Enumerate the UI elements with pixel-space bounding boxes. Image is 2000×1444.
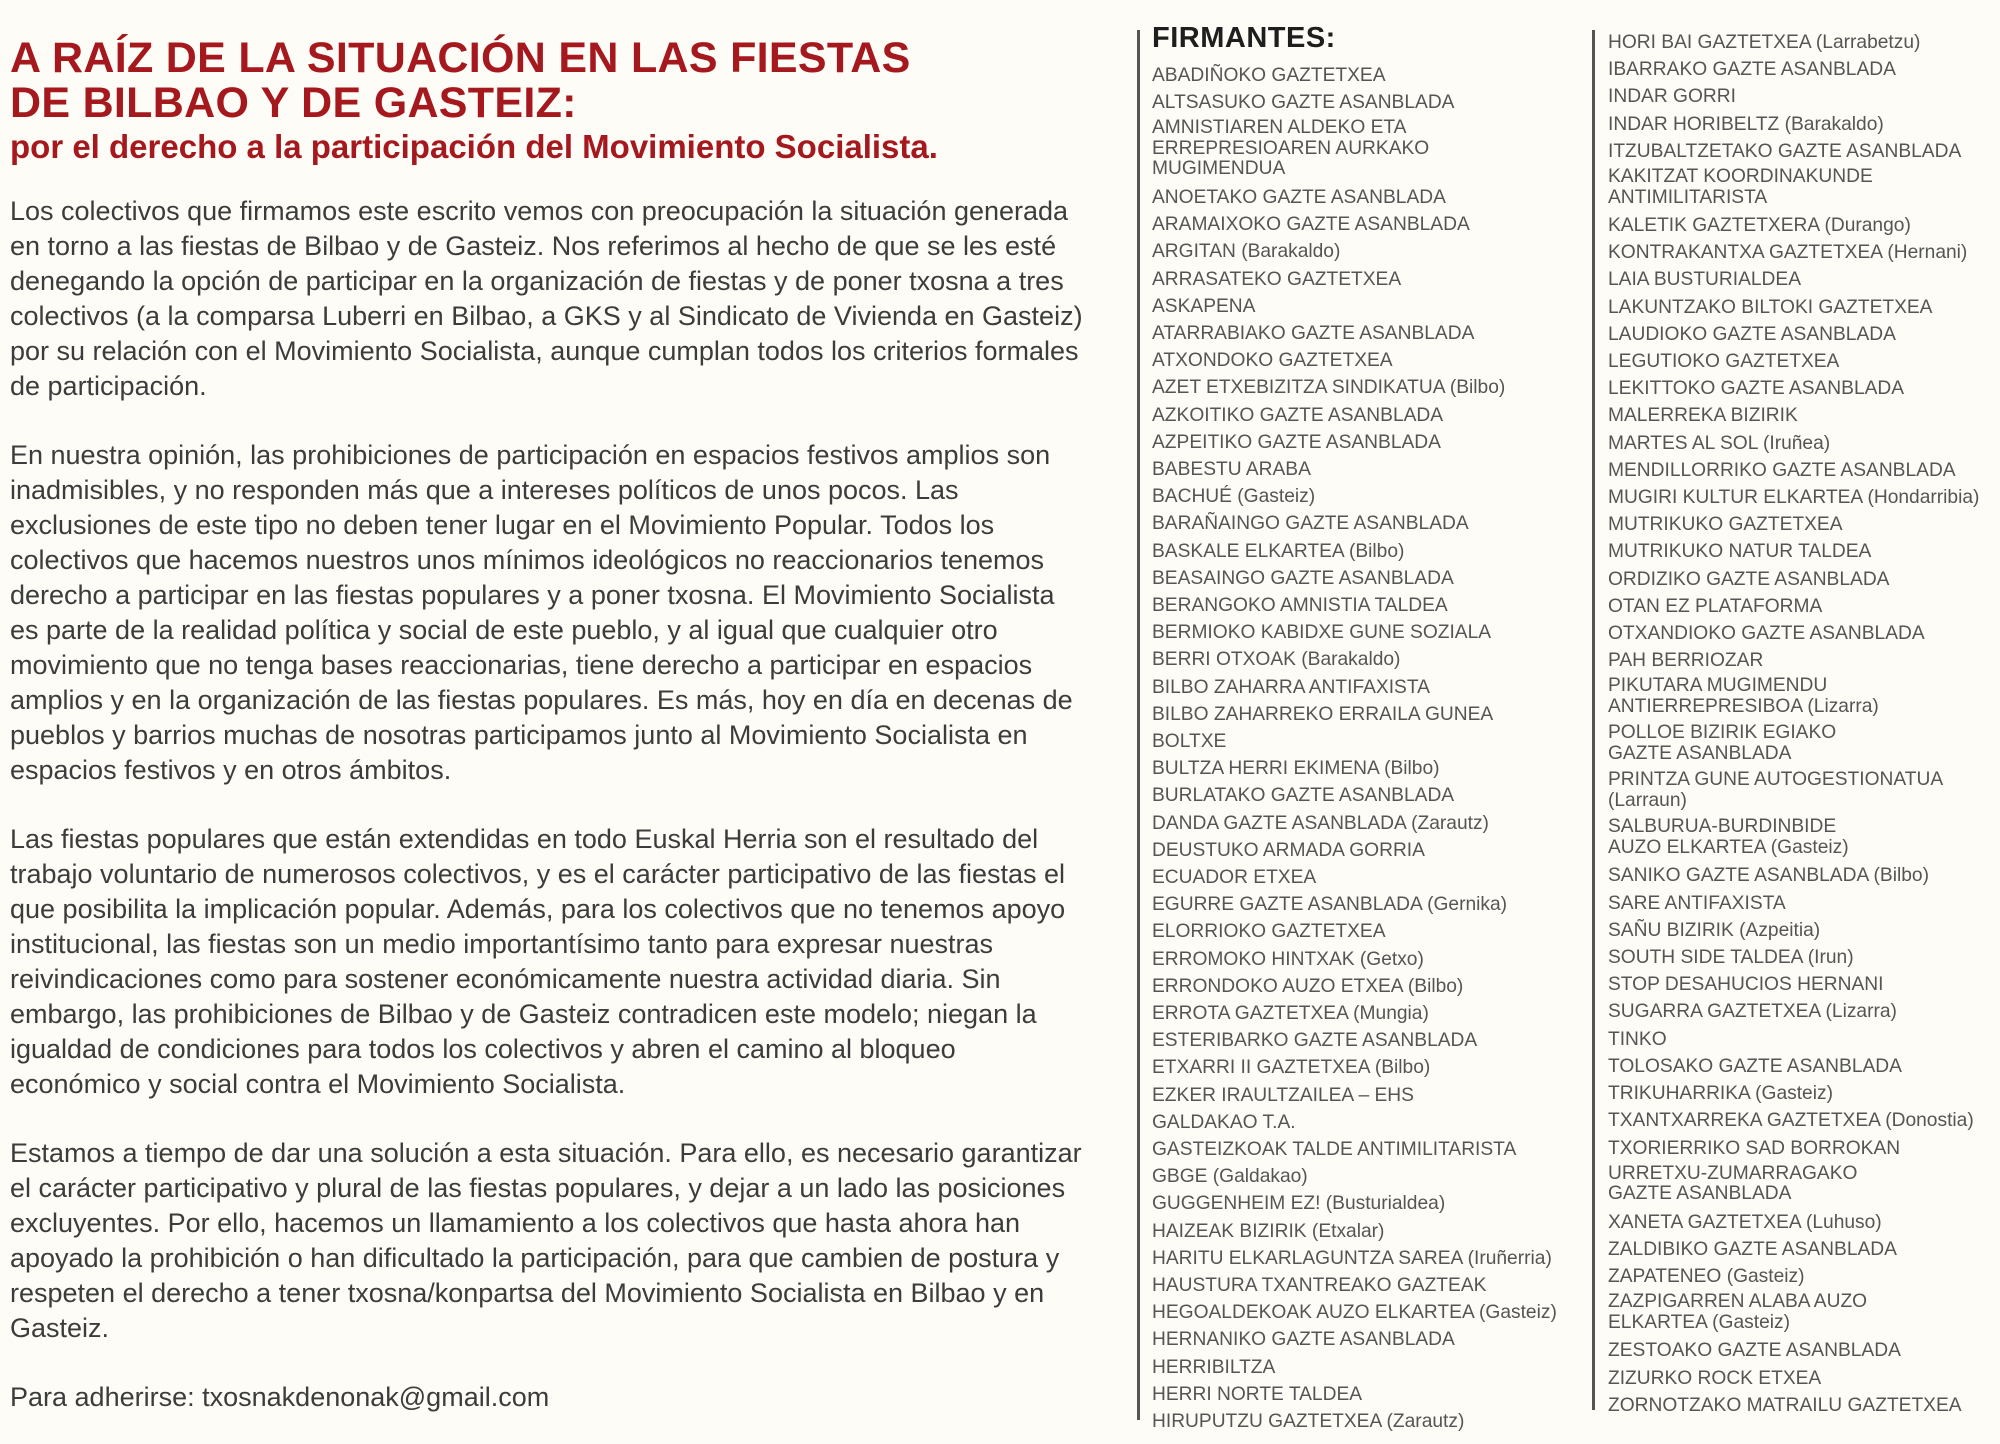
paragraph-1: Los colectivos que firmamos este escrito vemos con preocupación la situación generada en torno a las fiestas de Bilbao y de Gasteiz. Nos referimos al hecho de que se les esté denegando la opción de participar en la organización de fiestas y de poner txosna a tres colectivos (a la comparsa Luberri en Bilbao, a GKS y al Sindicato de Vivienda en Gasteiz) por su relación con el Movimiento Socialista, aunque cumplan todos los criterios formales de participación. xyxy=(10,196,1083,401)
signatory-item: ESTERIBARKO GAZTE ASANBLADA xyxy=(1152,1030,1478,1052)
signatory-item: BURLATAKO GAZTE ASANBLADA xyxy=(1152,785,1455,807)
contact-line xyxy=(10,1380,1090,1415)
signatory-item: GALDAKAO T.A. xyxy=(1152,1111,1296,1133)
signatory-item: MUTRIKUKO NATUR TALDEA xyxy=(1608,541,1872,563)
contact-label: Para adherirse: xyxy=(10,1382,195,1412)
signatory-item: BERRI OTXOAK (Barakaldo) xyxy=(1152,649,1401,671)
contact-email-link[interactable]: txosnakdenonak@gmail.com xyxy=(202,1382,550,1412)
signatory-item: HERRIBILTZA xyxy=(1152,1356,1276,1378)
signatory-item: BERANGOKO AMNISTIA TALDEA xyxy=(1152,594,1448,616)
signatory-item: LAUDIOKO GAZTE ASANBLADA xyxy=(1608,323,1896,345)
signatory-item: BILBO ZAHARRA ANTIFAXISTA xyxy=(1152,676,1430,698)
signatory-item: HIRUPUTZU GAZTETXEA (Zarautz) xyxy=(1152,1411,1465,1433)
signatory-item: TXORIERRIKO SAD BORROKAN xyxy=(1608,1137,1901,1159)
signatory-item: KONTRAKANTXA GAZTETXEA (Hernani) xyxy=(1608,242,1968,264)
column-divider-right xyxy=(1592,30,1595,1410)
signatory-item: TINKO xyxy=(1608,1028,1667,1050)
signatory-item: MUGIRI KULTUR ELKARTEA (Hondarribia) xyxy=(1608,487,1980,509)
signatory-item: ASKAPENA xyxy=(1152,295,1256,317)
signatory-item: DEUSTUKO ARMADA GORRIA xyxy=(1152,839,1425,861)
signatory-item: ZESTOAKO GAZTE ASANBLADA xyxy=(1608,1340,1901,1362)
signatory-item: MUTRIKUKO GAZTETXEA xyxy=(1608,514,1843,536)
signatory-item: LAKUNTZAKO BILTOKI GAZTETXEA xyxy=(1608,296,1933,318)
signatory-item: TRIKUHARRIKA (Gasteiz) xyxy=(1608,1083,1833,1105)
signatory-item: ELORRIOKO GAZTETXEA xyxy=(1152,921,1386,943)
signatory-item: SOUTH SIDE TALDEA (Irun) xyxy=(1608,947,1854,969)
signatory-item: AZKOITIKO GAZTE ASANBLADA xyxy=(1152,404,1444,426)
signatory-item: ZORNOTZAKO MATRAILU GAZTETXEA xyxy=(1608,1394,1962,1416)
signatory-item: KALETIK GAZTETXERA (Durango) xyxy=(1608,215,1911,237)
signatory-item: BILBO ZAHARREKO ERRAILA GUNEA xyxy=(1152,703,1494,725)
headline-line-1: A RAÍZ DE LA SITUACIÓN EN LAS FIESTAS xyxy=(10,34,911,82)
signatory-item: GASTEIZKOAK TALDE ANTIMILITARISTA xyxy=(1152,1139,1517,1161)
signatory-item: SARE ANTIFAXISTA xyxy=(1608,892,1786,914)
signatory-item: XANETA GAZTETXEA (Luhuso) xyxy=(1608,1211,1882,1233)
signatory-item: PRINTZA GUNE AUTOGESTIONATUA (Larraun) xyxy=(1608,769,1944,811)
signatory-item: ABADIÑOKO GAZTETXEA xyxy=(1152,65,1386,86)
signatory-item: SALBURUA-BURDINBIDE AUZO ELKARTEA (Gasteiz) xyxy=(1608,816,1849,858)
signatory-item: HEGOALDEKOAK AUZO ELKARTEA (Gasteiz) xyxy=(1152,1302,1557,1324)
subheadline: por el derecho a la participación del Movimiento Socialista. xyxy=(10,128,938,165)
signatory-item: STOP DESAHUCIOS HERNANI xyxy=(1608,974,1884,996)
signatory-item: EGURRE GAZTE ASANBLADA (Gernika) xyxy=(1152,894,1508,916)
paragraph-2: En nuestra opinión, las prohibiciones de participación en espacios festivos amplios son inadmisibles, y no responden más que a intereses políticos de unos pocos. Las exclusiones de este tipo no deben tener lugar en el Movimiento Popular. Todos los colectivos que hacemos nuestros unos mínimos ideológicos no reaccionarios tenemos derecho a participar en las fiestas populares y a poner txosna. El Movimiento Socialista es parte de la realidad política y social de este pueblo, y al igual que cualquier otro movimiento que no tenga bases reaccionarias, tiene derecho a participar en espacios amplios y en la organización de las fiestas populares. Es más, hoy en día en decenas de pueblos y barrios muchas de nosotras participamos junto al Movimiento Socialista en espacios festivos y en otros ámbitos. xyxy=(10,440,1073,785)
signatory-item: PAH BERRIOZAR xyxy=(1608,650,1764,672)
signatory-item: BULTZA HERRI EKIMENA (Bilbo) xyxy=(1152,758,1440,780)
signatory-item: ANOETAKO GAZTE ASANBLADA xyxy=(1152,186,1446,208)
signatory-item: SUGARRA GAZTETXEA (Lizarra) xyxy=(1608,1001,1897,1023)
signatory-item: MALERREKA BIZIRIK xyxy=(1608,405,1798,427)
signatory-item: ATXONDOKO GAZTETXEA xyxy=(1152,350,1393,372)
signatory-item: BOLTXE xyxy=(1152,730,1227,752)
column-divider-left xyxy=(1137,30,1140,1420)
signatory-item: LAIA BUSTURIALDEA xyxy=(1608,269,1802,291)
signatory-item: AZPEITIKO GAZTE ASANBLADA xyxy=(1152,431,1441,453)
signatory-item: HERRI NORTE TALDEA xyxy=(1152,1383,1363,1405)
signatory-item: ERROTA GAZTETXEA (Mungia) xyxy=(1152,1003,1429,1024)
signatory-item: HARITU ELKARLAGUNTZA SAREA (Iruñerria) xyxy=(1152,1247,1552,1269)
signatory-item: SANIKO GAZTE ASANBLADA (Bilbo) xyxy=(1608,865,1929,887)
signatory-item: ARGITAN (Barakaldo) xyxy=(1152,241,1341,263)
signatory-item: LEGUTIOKO GAZTETXEA xyxy=(1608,351,1840,373)
signatory-item: AMNISTIAREN ALDEKO ETA ERREPRESIOAREN AURKAKO MUGIMENDUA xyxy=(1152,117,1430,180)
signatory-item: HORI BAI GAZTETXEA (Larrabetzu) xyxy=(1608,32,1921,53)
signatory-item: MENDILLORRIKO GAZTE ASANBLADA xyxy=(1608,459,1956,481)
signatory-item: BEASAINGO GAZTE ASANBLADA xyxy=(1152,567,1454,589)
headline xyxy=(10,36,1090,126)
signatory-item: ERRONDOKO AUZO ETXEA (Bilbo) xyxy=(1152,975,1464,997)
signatory-item: GUGGENHEIM EZ! (Busturialdea) xyxy=(1152,1193,1446,1215)
signatory-item: IBARRAKO GAZTE ASANBLADA xyxy=(1608,59,1896,81)
signatory-item: ECUADOR ETXEA xyxy=(1152,866,1317,888)
signatory-item: GBGE (Galdakao) xyxy=(1152,1166,1308,1188)
paragraph-3: Las fiestas populares que están extendidas en todo Euskal Herria son el resultado del trabajo voluntario de numerosos colectivos, y es el carácter participativo de las fiestas el que posibilita la implicación popular. Además, para los colectivos que no tenemos apoyo institucional, las fiestas son un medio importantísimo tanto para expresar nuestras reivindicaciones como para sostener económicamente nuestra actividad diaria. Sin embargo, las prohibiciones de Bilbao y de Gasteiz contradicen este modelo; niegan la igualdad de condiciones para todos los colectivos y abren el camino al bloqueo económico y social contra el Movimiento Socialista. xyxy=(10,824,1066,1099)
signatory-item: TOLOSAKO GAZTE ASANBLADA xyxy=(1608,1055,1902,1077)
signatory-item: TXANTXARREKA GAZTETXEA (Donostia) xyxy=(1608,1110,1974,1132)
signatory-item: URRETXU-ZUMARRAGAKO GAZTE ASANBLADA xyxy=(1608,1162,1858,1205)
signatory-item: ZAZPIGARREN ALABA AUZO ELKARTEA (Gasteiz) xyxy=(1608,1291,1868,1333)
signatory-item: PIKUTARA MUGIMENDU ANTIERREPRESIBOA (Lizarra) xyxy=(1608,675,1879,717)
signatory-item: POLLOE BIZIRIK EGIAKO GAZTE ASANBLADA xyxy=(1608,722,1837,764)
signatory-item: ZALDIBIKO GAZTE ASANBLADA xyxy=(1608,1238,1897,1260)
signatory-item: BASKALE ELKARTEA (Bilbo) xyxy=(1152,540,1405,562)
signatory-item: AZET ETXEBIZITZA SINDIKATUA (Bilbo) xyxy=(1152,377,1506,399)
signatory-item: ATARRABIAKO GAZTE ASANBLADA xyxy=(1152,322,1475,344)
signatory-item: LEKITTOKO GAZTE ASANBLADA xyxy=(1608,378,1905,400)
signatories-title: FIRMANTES: xyxy=(1152,22,1336,54)
signatory-item: ZIZURKO ROCK ETXEA xyxy=(1608,1367,1822,1389)
signatory-item: HAUSTURA TXANTREAKO GAZTEAK xyxy=(1152,1275,1487,1297)
signatory-item: HERNANIKO GAZTE ASANBLADA xyxy=(1152,1329,1455,1351)
signatory-item: OTXANDIOKO GAZTE ASANBLADA xyxy=(1608,623,1925,645)
signatories-column-2 xyxy=(1608,29,1998,1419)
signatory-item: MARTES AL SOL (Iruñea) xyxy=(1608,432,1831,454)
signatory-item: ITZUBALTZETAKO GAZTE ASANBLADA xyxy=(1608,140,1962,162)
signatory-item: BERMIOKO KABIDXE GUNE SOZIALA xyxy=(1152,622,1492,644)
signatory-item: SAÑU BIZIRIK (Azpeitia) xyxy=(1608,919,1821,941)
signatory-item: ORDIZIKO GAZTE ASANBLADA xyxy=(1608,568,1890,590)
signatory-item: ETXARRI II GAZTETXEA (Bilbo) xyxy=(1152,1057,1431,1079)
signatory-item: INDAR HORIBELTZ (Barakaldo) xyxy=(1608,113,1884,135)
signatory-item: EZKER IRAULTZAILEA – EHS xyxy=(1152,1084,1414,1106)
signatory-item: DANDA GAZTE ASANBLADA (Zarautz) xyxy=(1152,812,1489,834)
signatory-item: ALTSASUKO GAZTE ASANBLADA xyxy=(1152,92,1455,114)
signatory-item: ZAPATENEO (Gasteiz) xyxy=(1608,1266,1805,1288)
signatory-item: ARRASATEKO GAZTETXEA xyxy=(1152,268,1402,290)
signatory-item: OTAN EZ PLATAFORMA xyxy=(1608,595,1823,617)
signatory-item: HAIZEAK BIZIRIK (Etxalar) xyxy=(1152,1220,1385,1242)
signatory-item: ERROMOKO HINTXAK (Getxo) xyxy=(1152,948,1424,970)
signatory-item: BABESTU ARABA xyxy=(1152,458,1311,480)
article xyxy=(10,36,1090,1415)
signatory-item: ARAMAIXOKO GAZTE ASANBLADA xyxy=(1152,214,1470,236)
signatory-item: BARAÑAINGO GAZTE ASANBLADA xyxy=(1152,513,1469,535)
signatory-item: INDAR GORRI xyxy=(1608,86,1736,108)
signatory-item: BACHUÉ (Gasteiz) xyxy=(1152,486,1316,508)
paragraph-4: Estamos a tiempo de dar una solución a esta situación. Para ello, es necesario garantizar el carácter participativo y plural de las fiestas populares, y dejar a un lado las posiciones excluyentes. Por ello, hacemos un llamamiento a los colectivos que hasta ahora han apoyado la prohibición o han dificultado la participación, para que cambien de postura y respeten el derecho a tener txosna/konpartsa del Movimiento Socialista en Bilbao y en Gasteiz. xyxy=(10,1138,1082,1343)
headline-line-2: DE BILBAO Y DE GASTEIZ: xyxy=(10,79,577,127)
signatory-item: KAKITZAT KOORDINAKUNDE ANTIMILITARISTA xyxy=(1608,166,1873,208)
signatories-column-1 xyxy=(1152,62,1592,1435)
